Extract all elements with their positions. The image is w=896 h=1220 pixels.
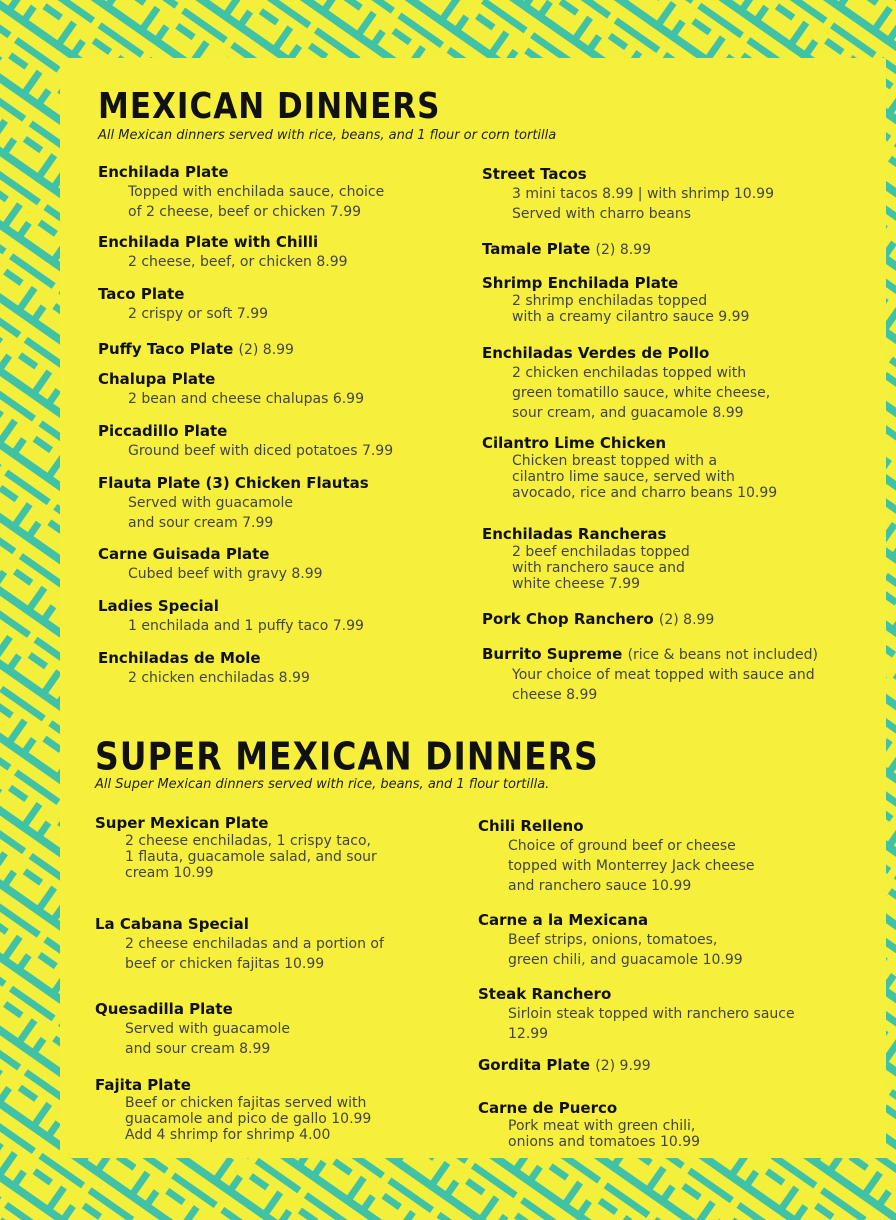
menu-item-title: Street Tacos	[482, 165, 587, 183]
description-line: cream 10.99	[125, 865, 214, 881]
menu-item-quesadilla-plate	[95, 1000, 290, 1059]
menu-item-name	[98, 649, 310, 668]
menu-item-name	[98, 233, 348, 252]
description-line: with a creamy cilantro sauce 9.99	[512, 309, 750, 325]
description-line: 2 shrimp enchiladas topped	[512, 293, 708, 309]
description-line: cilantro lime sauce, served with	[512, 469, 735, 485]
menu-item-taco-plate	[98, 285, 268, 324]
menu-item-title: Carne Guisada Plate	[98, 545, 270, 563]
menu-item-name	[482, 165, 774, 184]
description-line: 2 cheese enchiladas and a portion of	[125, 936, 384, 952]
menu-item-carne-de-puerco	[478, 1099, 700, 1150]
description-line: avocado, rice and charro beans 10.99	[512, 485, 778, 501]
menu-item-description	[98, 441, 393, 461]
menu-item-name	[95, 814, 377, 833]
description-line: and sour cream 7.99	[128, 515, 274, 531]
menu-item-name	[482, 434, 777, 453]
menu-item-burrito-supreme	[482, 645, 818, 705]
menu-item-title: Enchilada Plate with Chilli	[98, 233, 319, 251]
description-line: 2 cheese, beef, or chicken 8.99	[128, 254, 348, 270]
menu-item-puffy-taco-plate	[98, 340, 294, 360]
description-line: and ranchero sauce 10.99	[508, 878, 692, 894]
menu-item-street-tacos	[482, 165, 774, 224]
menu-item-title: Enchiladas de Mole	[98, 649, 261, 667]
menu-item-description	[478, 930, 743, 970]
menu-item-name	[482, 645, 818, 665]
menu-item-title: Flauta Plate (3) Chicken Flautas	[98, 474, 369, 492]
description-line: 2 crispy or soft 7.99	[128, 306, 269, 322]
menu-item-title: Carne de Puerco	[478, 1099, 618, 1117]
menu-item-name	[95, 1076, 371, 1095]
description-line: 12.99	[508, 1026, 549, 1042]
menu-item-description	[98, 616, 364, 636]
menu-item-description	[478, 1118, 700, 1150]
description-line: with ranchero sauce and	[512, 560, 685, 576]
menu-item-price-note: (2) 8.99	[238, 342, 294, 358]
menu-item-enchiladas-rancheras	[482, 525, 690, 592]
description-line: Served with guacamole	[128, 495, 293, 511]
menu-item-gordita-plate	[478, 1056, 651, 1076]
menu-item-price-note: (2) 8.99	[658, 612, 715, 628]
menu-item-steak-ranchero	[478, 985, 795, 1044]
description-line: Served with guacamole	[125, 1021, 290, 1037]
menu-item-description	[95, 1095, 371, 1143]
menu-item-enchiladas-verdes-de-pollo	[482, 344, 770, 423]
menu-item-flauta-plate-3-chicken-flautas	[98, 474, 369, 533]
menu-item-name	[95, 1000, 290, 1019]
menu-item-pork-chop-ranchero	[482, 610, 714, 630]
menu-item-title: Chalupa Plate	[98, 370, 216, 388]
menu-item-description	[98, 304, 268, 324]
menu-item-title: Cilantro Lime Chicken	[482, 434, 667, 452]
description-line: Cubed beef with gravy 8.99	[128, 566, 323, 582]
menu-item-price-note: (2) 9.99	[595, 1058, 651, 1074]
description-line: topped with Monterrey Jack cheese	[508, 858, 755, 874]
menu-item-title: La Cabana Special	[95, 915, 249, 933]
description-line: Beef or chicken fajitas served with	[125, 1095, 367, 1111]
description-line: guacamole and pico de gallo 10.99	[125, 1111, 372, 1127]
menu-item-title: Chili Relleno	[478, 817, 584, 835]
description-line: Served with charro beans	[512, 206, 692, 222]
menu-item-name	[482, 610, 714, 630]
description-line: 1 flauta, guacamole salad, and sour	[125, 849, 377, 865]
menu-item-title: Puffy Taco Plate	[98, 340, 234, 358]
menu-item-description	[482, 544, 690, 592]
menu-item-title: Tamale Plate	[482, 240, 591, 258]
menu-item-name	[98, 545, 323, 564]
menu-item-description	[482, 363, 770, 423]
menu-item-name	[478, 1056, 651, 1076]
menu-item-description	[482, 453, 777, 501]
menu-item-ladies-special	[98, 597, 364, 636]
menu-item-name	[95, 915, 384, 934]
menu-item-title: Enchilada Plate	[98, 163, 229, 181]
description-line: onions and tomatoes 10.99	[508, 1134, 701, 1150]
description-line: 2 cheese enchiladas, 1 crispy taco,	[125, 833, 371, 849]
section-title-mexican-dinners: MEXICAN DINNERS	[98, 86, 441, 128]
menu-item-name	[482, 344, 770, 363]
menu-item-la-cabana-special	[95, 915, 384, 974]
menu-item-title: Fajita Plate	[95, 1076, 191, 1094]
menu-item-name	[478, 911, 743, 930]
description-line: of 2 cheese, beef or chicken 7.99	[128, 204, 362, 220]
menu-item-cilantro-lime-chicken	[482, 434, 777, 501]
description-line: Beef strips, onions, tomatoes,	[508, 932, 718, 948]
menu-item-name	[98, 340, 294, 360]
menu-item-shrimp-enchilada-plate	[482, 274, 749, 325]
menu-item-price-note: (2) 8.99	[595, 242, 651, 258]
menu-item-name	[98, 597, 364, 616]
menu-item-title: Burrito Supreme	[482, 645, 623, 663]
menu-item-title: Quesadilla Plate	[95, 1000, 233, 1018]
menu-item-name	[478, 985, 795, 1004]
description-line: Add 4 shrimp for shrimp 4.00	[125, 1127, 331, 1143]
menu-item-chalupa-plate	[98, 370, 364, 409]
menu-item-description	[482, 293, 749, 325]
menu-item-name	[482, 240, 651, 260]
menu-item-title: Ladies Special	[98, 597, 219, 615]
menu-item-enchilada-plate-with-chilli	[98, 233, 348, 272]
description-line: Topped with enchilada sauce, choice	[128, 184, 385, 200]
menu-item-title: Enchiladas Verdes de Pollo	[482, 344, 710, 362]
menu-item-chili-relleno	[478, 817, 755, 896]
description-line: green tomatillo sauce, white cheese,	[512, 385, 771, 401]
menu-item-description	[482, 665, 818, 705]
menu-item-description	[98, 389, 364, 409]
description-line: 1 enchilada and 1 puffy taco 7.99	[128, 618, 364, 634]
menu-item-description	[98, 252, 348, 272]
menu-item-description	[478, 1004, 795, 1044]
menu-item-title: Carne a la Mexicana	[478, 911, 649, 929]
menu-item-piccadillo-plate	[98, 422, 393, 461]
menu-item-description	[478, 836, 755, 896]
menu-item-title: Gordita Plate	[478, 1056, 591, 1074]
description-line: Your choice of meat topped with sauce and	[512, 667, 815, 683]
menu-item-name	[482, 274, 749, 293]
description-line: beef or chicken fajitas 10.99	[125, 956, 325, 972]
menu-item-description	[95, 934, 384, 974]
menu-item-title: Enchiladas Rancheras	[482, 525, 667, 543]
menu-item-enchiladas-de-mole	[98, 649, 310, 688]
menu-item-title: Pork Chop Ranchero	[482, 610, 654, 628]
menu-item-fajita-plate	[95, 1076, 371, 1143]
menu-item-enchilada-plate	[98, 163, 384, 222]
menu-item-description	[482, 184, 774, 224]
menu-item-description	[98, 564, 323, 584]
description-line: 2 chicken enchiladas topped with	[512, 365, 747, 381]
description-line: Pork meat with green chili,	[508, 1118, 696, 1134]
menu-item-description	[98, 182, 384, 222]
description-line: white cheese 7.99	[512, 576, 641, 592]
menu-item-carne-guisada-plate	[98, 545, 323, 584]
menu-item-name	[98, 474, 369, 493]
menu-item-title: Steak Ranchero	[478, 985, 612, 1003]
menu-item-name	[98, 422, 393, 441]
description-line: 2 beef enchiladas topped	[512, 544, 690, 560]
menu-item-description	[98, 668, 310, 688]
section-subtitle-super-mexican-dinners: All Super Mexican dinners served with rice, beans, and 1 flour tortilla.	[95, 777, 550, 792]
description-line: cheese 8.99	[512, 687, 598, 703]
menu-item-description	[95, 833, 377, 881]
section-title-super-mexican-dinners: SUPER MEXICAN DINNERS	[95, 734, 599, 779]
menu-item-title: Shrimp Enchilada Plate	[482, 274, 679, 292]
menu-item-name	[98, 285, 268, 304]
menu-item-name	[482, 525, 690, 544]
description-line: 2 bean and cheese chalupas 6.99	[128, 391, 364, 407]
menu-item-name	[478, 1099, 700, 1118]
menu-item-title: Taco Plate	[98, 285, 185, 303]
description-line: green chili, and guacamole 10.99	[508, 952, 743, 968]
menu-item-name	[478, 817, 755, 836]
menu-item-carne-a-la-mexicana	[478, 911, 743, 970]
menu-item-title: Super Mexican Plate	[95, 814, 269, 832]
menu-item-description	[98, 493, 369, 533]
menu-item-name	[98, 163, 384, 182]
description-line: and sour cream 8.99	[125, 1041, 271, 1057]
menu-item-name	[98, 370, 364, 389]
description-line: Sirloin steak topped with ranchero sauce	[508, 1006, 795, 1022]
menu-item-price-note: (rice & beans not included)	[627, 647, 818, 663]
description-line: Chicken breast topped with a	[512, 453, 718, 469]
description-line: 2 chicken enchiladas 8.99	[128, 670, 310, 686]
description-line: sour cream, and guacamole 8.99	[512, 405, 744, 421]
menu-item-tamale-plate	[482, 240, 651, 260]
menu-item-description	[95, 1019, 290, 1059]
description-line: Ground beef with diced potatoes 7.99	[128, 443, 394, 459]
menu-item-title: Piccadillo Plate	[98, 422, 228, 440]
description-line: Choice of ground beef or cheese	[508, 838, 736, 854]
description-line: 3 mini tacos 8.99 | with shrimp 10.99	[512, 186, 774, 202]
section-subtitle-mexican-dinners: All Mexican dinners served with rice, beans, and 1 flour or corn tortilla	[98, 128, 557, 143]
menu-item-super-mexican-plate	[95, 814, 377, 881]
